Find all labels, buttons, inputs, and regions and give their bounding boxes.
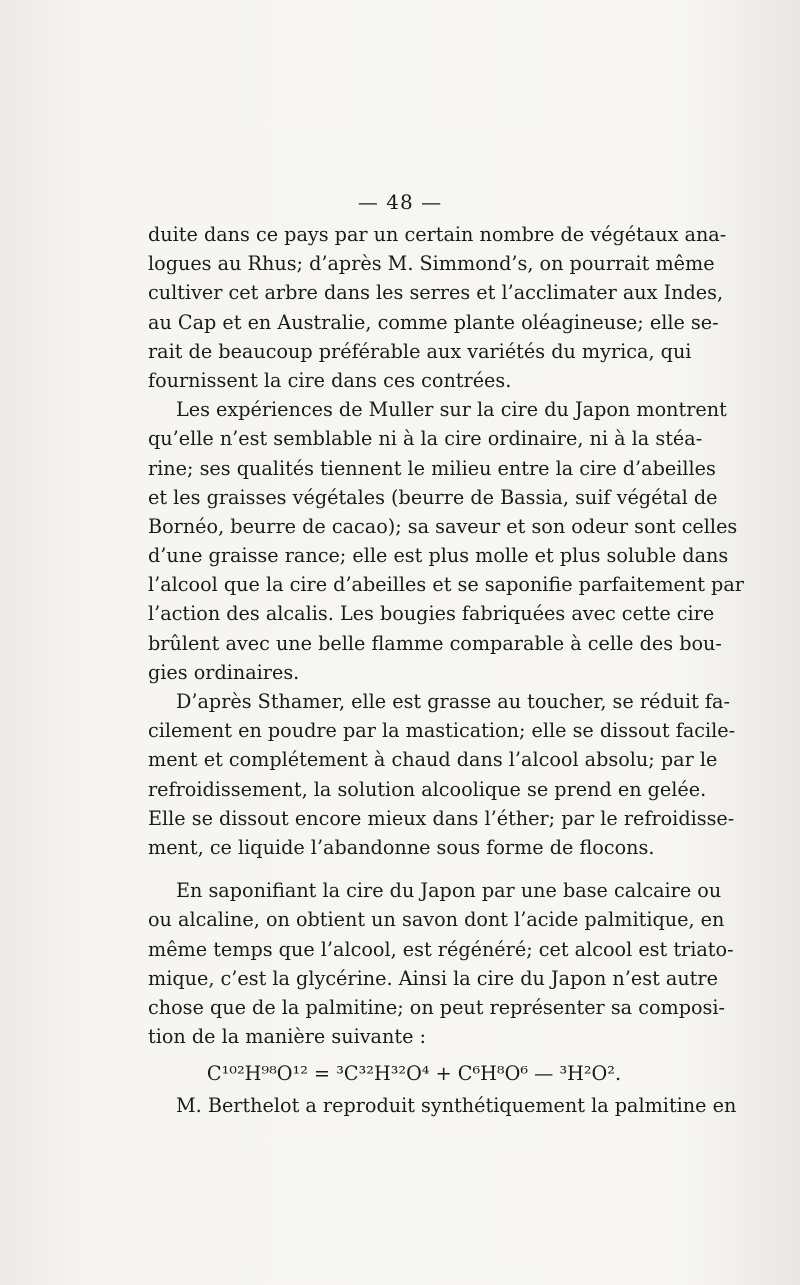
text-line: cilement en poudre par la mastication; elle se dissout facile- (148, 719, 736, 743)
text-line: rine; ses qualités tiennent le milieu entre la cire d’abeilles (148, 456, 716, 480)
formula-term-2: C⁶H⁸O⁶ (457, 1062, 529, 1086)
text-line: tion de la manière suivante : (148, 1025, 426, 1049)
text-line: ment, ce liquide l’abandonne sous forme de flocons. (148, 835, 655, 859)
text-line: rait de beaucoup préférable aux variétés du myrica, qui (148, 339, 692, 363)
chemical-formula (148, 1057, 652, 1091)
text-line: cultiver cet arbre dans les serres et l’acclimater aux Indes, (148, 281, 724, 305)
text-line: refroidissement, la solution alcoolique se prend en gelée. (148, 777, 707, 801)
text-line: d’une graisse rance; elle est plus molle et plus soluble dans (148, 544, 729, 568)
paragraph-3 (148, 687, 736, 862)
text-line: même temps que l’alcool, est régénéré; cet alcool est triato- (148, 937, 734, 961)
text-line: En saponifiant la cire du Japon par une base calcaire ou (176, 879, 722, 903)
body-text (148, 220, 744, 1120)
text-line: l’alcool que la cire d’abeilles et se saponifie parfaitement par (148, 573, 744, 597)
page-number: — 48 — (357, 190, 443, 214)
text-line: gies ordinaires. (148, 660, 300, 684)
text-line: et les graisses végétales (beurre de Bassia, suif végétal de (148, 485, 718, 509)
paragraph-4 (148, 876, 734, 1051)
text-line: duite dans ce pays par un certain nombre de végétaux ana- (148, 223, 727, 246)
closing-line: M. Berthelot a reproduit synthétiquement la palmitine en (176, 1094, 737, 1118)
paragraph-gap (148, 862, 652, 876)
text-line: mique, c’est la glycérine. Ainsi la cire du Japon n’est autre (148, 966, 718, 990)
formula-minus: — (534, 1062, 554, 1086)
paragraph-2 (148, 395, 744, 687)
text-line: au Cap et en Australie, comme plante oléagineuse; elle se- (148, 310, 719, 334)
formula-lhs: C¹⁰²H⁹⁸O¹² (206, 1062, 308, 1086)
text-line: brûlent avec une belle flamme comparable à celle des bou- (148, 631, 722, 655)
text-line: D’après Sthamer, elle est grasse au toucher, se réduit fa- (176, 690, 730, 713)
text-line: fournissent la cire dans ces contrées. (148, 368, 512, 392)
formula-plus: + (435, 1062, 452, 1086)
formula-term-1: ³C³²H³²O⁴ (336, 1062, 430, 1086)
text-line: chose que de la palmitine; on peut représenter sa composi- (148, 995, 726, 1019)
text-line: ment et complétement à chaud dans l’alcool absolu; par le (148, 748, 718, 772)
text-line: Elle se dissout encore mieux dans l’éther; par le refroidisse- (148, 806, 735, 830)
paragraph-1 (148, 220, 727, 395)
text-line: ou alcaline, on obtient un savon dont l’acide palmitique, en (148, 908, 725, 932)
text-line: qu’elle n’est semblable ni à la cire ordinaire, ni à la stéa- (148, 427, 703, 451)
text-line: logues au Rhus; d’après M. Simmond’s, on pourrait même (148, 252, 715, 276)
text-line: l’action des alcalis. Les bougies fabriquées avec cette cire (148, 602, 715, 626)
formula-term-3: ³H²O². (559, 1062, 622, 1086)
formula-equals: = (314, 1062, 331, 1086)
text-line: Les expériences de Muller sur la cire du Japon montrent (176, 398, 727, 422)
text-line: Bornéo, beurre de cacao); sa saveur et son odeur sont celles (148, 514, 738, 538)
